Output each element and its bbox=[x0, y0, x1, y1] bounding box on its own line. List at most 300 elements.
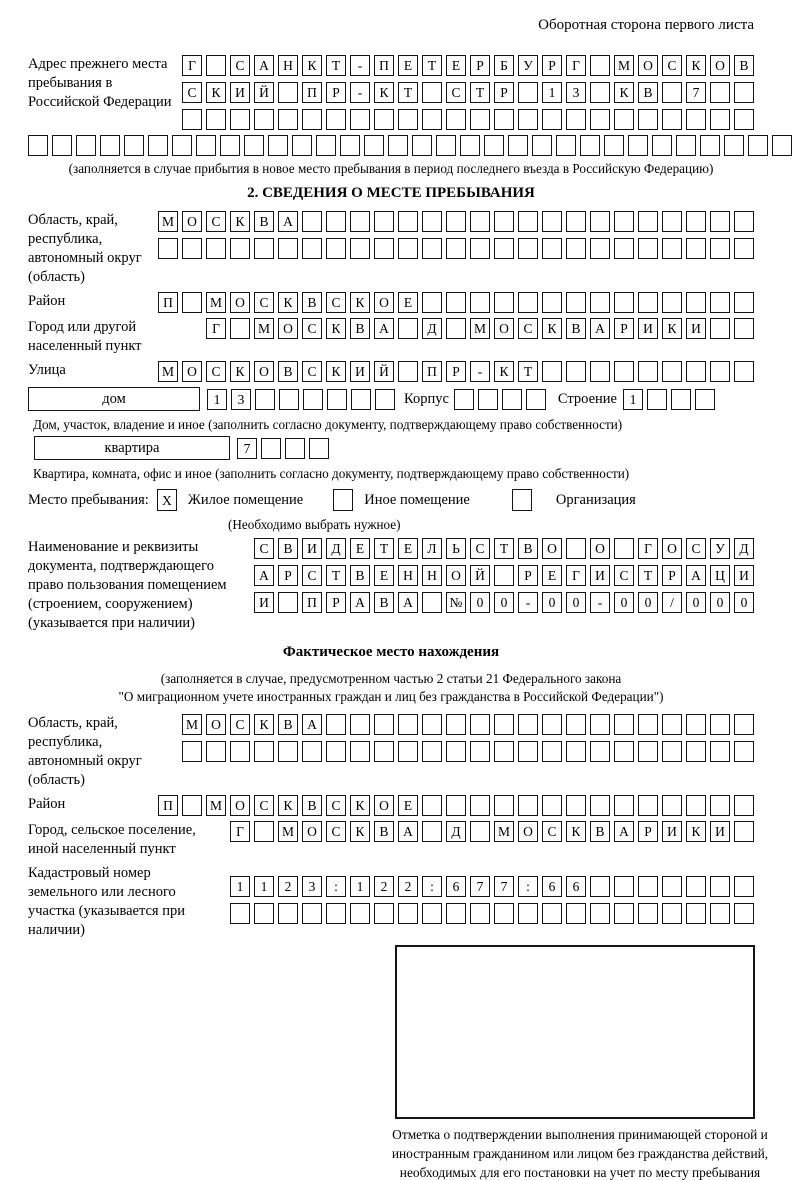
char-cell[interactable]: Р bbox=[662, 565, 682, 586]
char-cell[interactable] bbox=[518, 903, 538, 924]
char-cell[interactable] bbox=[254, 821, 274, 842]
char-cell[interactable]: Р bbox=[494, 82, 514, 103]
char-cell[interactable] bbox=[662, 238, 682, 259]
char-cell[interactable]: К bbox=[350, 795, 370, 816]
char-cell[interactable] bbox=[278, 903, 298, 924]
char-cell[interactable] bbox=[652, 135, 672, 156]
char-cell[interactable]: А bbox=[254, 565, 274, 586]
char-cell[interactable] bbox=[182, 292, 202, 313]
char-cell[interactable] bbox=[686, 741, 706, 762]
char-cell[interactable] bbox=[590, 211, 610, 232]
char-cell[interactable]: А bbox=[254, 55, 274, 76]
char-cell[interactable] bbox=[100, 135, 120, 156]
char-cell[interactable] bbox=[686, 211, 706, 232]
char-cell[interactable] bbox=[470, 821, 490, 842]
char-cell[interactable] bbox=[518, 238, 538, 259]
char-cell[interactable]: И bbox=[590, 565, 610, 586]
char-cell[interactable] bbox=[494, 795, 514, 816]
char-cell[interactable]: Р bbox=[614, 318, 634, 339]
char-cell[interactable] bbox=[446, 714, 466, 735]
char-cell[interactable] bbox=[628, 135, 648, 156]
char-cell[interactable]: М bbox=[182, 714, 202, 735]
char-cell[interactable] bbox=[350, 714, 370, 735]
char-cell[interactable]: Г bbox=[638, 538, 658, 559]
char-cell[interactable] bbox=[590, 714, 610, 735]
char-cell[interactable]: К bbox=[686, 821, 706, 842]
char-cell[interactable]: М bbox=[278, 821, 298, 842]
char-cell[interactable]: Й bbox=[374, 361, 394, 382]
char-cell[interactable] bbox=[638, 361, 658, 382]
char-cell[interactable]: : bbox=[518, 876, 538, 897]
char-cell[interactable]: С bbox=[518, 318, 538, 339]
char-cell[interactable] bbox=[422, 592, 442, 613]
char-cell[interactable] bbox=[302, 109, 322, 130]
char-cell[interactable] bbox=[518, 82, 538, 103]
char-cell[interactable]: 6 bbox=[566, 876, 586, 897]
char-cell[interactable] bbox=[422, 82, 442, 103]
char-cell[interactable] bbox=[230, 903, 250, 924]
char-cell[interactable] bbox=[542, 903, 562, 924]
char-cell[interactable] bbox=[309, 438, 329, 459]
char-cell[interactable] bbox=[614, 714, 634, 735]
char-cell[interactable] bbox=[494, 741, 514, 762]
char-cell[interactable]: Т bbox=[494, 538, 514, 559]
checkbox-other-premises[interactable] bbox=[333, 489, 353, 511]
char-cell[interactable] bbox=[436, 135, 456, 156]
char-cell[interactable] bbox=[686, 238, 706, 259]
char-cell[interactable] bbox=[638, 238, 658, 259]
char-cell[interactable] bbox=[374, 211, 394, 232]
char-cell[interactable]: Р bbox=[278, 565, 298, 586]
char-cell[interactable]: Р bbox=[542, 55, 562, 76]
char-cell[interactable] bbox=[470, 211, 490, 232]
char-cell[interactable] bbox=[676, 135, 696, 156]
char-cell[interactable] bbox=[470, 292, 490, 313]
char-cell[interactable]: О bbox=[230, 795, 250, 816]
char-cell[interactable] bbox=[710, 714, 730, 735]
char-cell[interactable]: И bbox=[350, 361, 370, 382]
char-cell[interactable] bbox=[412, 135, 432, 156]
char-cell[interactable] bbox=[518, 714, 538, 735]
char-cell[interactable] bbox=[292, 135, 312, 156]
char-cell[interactable]: И bbox=[254, 592, 274, 613]
char-cell[interactable] bbox=[734, 741, 754, 762]
char-cell[interactable]: В bbox=[734, 55, 754, 76]
char-cell[interactable]: 1 bbox=[350, 876, 370, 897]
char-cell[interactable]: А bbox=[590, 318, 610, 339]
char-cell[interactable] bbox=[470, 741, 490, 762]
char-cell[interactable] bbox=[542, 211, 562, 232]
char-cell[interactable] bbox=[422, 238, 442, 259]
char-cell[interactable]: Н bbox=[398, 565, 418, 586]
char-cell[interactable]: К bbox=[542, 318, 562, 339]
char-cell[interactable]: О bbox=[230, 292, 250, 313]
char-cell[interactable] bbox=[518, 292, 538, 313]
char-cell[interactable] bbox=[327, 389, 347, 410]
char-cell[interactable] bbox=[148, 135, 168, 156]
char-cell[interactable] bbox=[614, 109, 634, 130]
char-cell[interactable] bbox=[638, 741, 658, 762]
char-cell[interactable] bbox=[460, 135, 480, 156]
char-cell[interactable]: Е bbox=[398, 292, 418, 313]
char-cell[interactable]: А bbox=[686, 565, 706, 586]
char-cell[interactable] bbox=[422, 795, 442, 816]
char-cell[interactable]: К bbox=[350, 821, 370, 842]
char-cell[interactable] bbox=[518, 741, 538, 762]
char-cell[interactable] bbox=[254, 109, 274, 130]
char-cell[interactable] bbox=[494, 109, 514, 130]
char-cell[interactable] bbox=[158, 238, 178, 259]
char-cell[interactable]: В bbox=[566, 318, 586, 339]
char-cell[interactable]: 2 bbox=[398, 876, 418, 897]
char-cell[interactable] bbox=[326, 903, 346, 924]
char-cell[interactable]: 0 bbox=[734, 592, 754, 613]
char-cell[interactable]: С bbox=[254, 292, 274, 313]
char-cell[interactable]: П bbox=[302, 82, 322, 103]
char-cell[interactable]: С bbox=[662, 55, 682, 76]
char-cell[interactable] bbox=[556, 135, 576, 156]
char-cell[interactable]: М bbox=[614, 55, 634, 76]
char-cell[interactable]: К bbox=[686, 55, 706, 76]
char-cell[interactable]: : bbox=[326, 876, 346, 897]
char-cell[interactable] bbox=[710, 741, 730, 762]
char-cell[interactable]: В bbox=[302, 795, 322, 816]
char-cell[interactable] bbox=[638, 876, 658, 897]
char-cell[interactable] bbox=[326, 238, 346, 259]
char-cell[interactable]: О bbox=[182, 211, 202, 232]
char-cell[interactable]: 2 bbox=[374, 876, 394, 897]
char-cell[interactable] bbox=[230, 238, 250, 259]
char-cell[interactable] bbox=[662, 741, 682, 762]
char-cell[interactable]: 1 bbox=[230, 876, 250, 897]
char-cell[interactable]: Й bbox=[470, 565, 490, 586]
char-cell[interactable]: И bbox=[638, 318, 658, 339]
char-cell[interactable] bbox=[494, 903, 514, 924]
char-cell[interactable] bbox=[470, 109, 490, 130]
char-cell[interactable] bbox=[422, 903, 442, 924]
char-cell[interactable] bbox=[542, 238, 562, 259]
char-cell[interactable] bbox=[254, 741, 274, 762]
char-cell[interactable]: О bbox=[206, 714, 226, 735]
char-cell[interactable]: К bbox=[374, 82, 394, 103]
char-cell[interactable] bbox=[566, 238, 586, 259]
char-cell[interactable] bbox=[398, 741, 418, 762]
char-cell[interactable] bbox=[302, 741, 322, 762]
char-cell[interactable]: Г bbox=[566, 565, 586, 586]
char-cell[interactable] bbox=[614, 211, 634, 232]
checkbox-organization[interactable] bbox=[512, 489, 532, 511]
char-cell[interactable]: № bbox=[446, 592, 466, 613]
char-cell[interactable] bbox=[279, 389, 299, 410]
char-cell[interactable]: С bbox=[470, 538, 490, 559]
char-cell[interactable]: Г bbox=[566, 55, 586, 76]
char-cell[interactable] bbox=[182, 109, 202, 130]
char-cell[interactable]: Т bbox=[638, 565, 658, 586]
char-cell[interactable] bbox=[350, 211, 370, 232]
char-cell[interactable]: Г bbox=[182, 55, 202, 76]
char-cell[interactable] bbox=[494, 565, 514, 586]
char-cell[interactable]: А bbox=[398, 821, 418, 842]
char-cell[interactable] bbox=[350, 238, 370, 259]
char-cell[interactable] bbox=[255, 389, 275, 410]
char-cell[interactable]: Д bbox=[422, 318, 442, 339]
char-cell[interactable] bbox=[374, 741, 394, 762]
char-cell[interactable]: С bbox=[686, 538, 706, 559]
char-cell[interactable] bbox=[494, 211, 514, 232]
char-cell[interactable]: М bbox=[470, 318, 490, 339]
char-cell[interactable] bbox=[566, 538, 586, 559]
char-cell[interactable] bbox=[638, 292, 658, 313]
char-cell[interactable] bbox=[734, 82, 754, 103]
char-cell[interactable]: С bbox=[326, 292, 346, 313]
char-cell[interactable] bbox=[686, 876, 706, 897]
char-cell[interactable] bbox=[172, 135, 192, 156]
char-cell[interactable] bbox=[398, 714, 418, 735]
char-cell[interactable]: С bbox=[206, 211, 226, 232]
char-cell[interactable] bbox=[350, 903, 370, 924]
char-cell[interactable]: К bbox=[278, 292, 298, 313]
char-cell[interactable] bbox=[614, 292, 634, 313]
char-cell[interactable] bbox=[350, 741, 370, 762]
char-cell[interactable]: И bbox=[734, 565, 754, 586]
char-cell[interactable] bbox=[398, 318, 418, 339]
char-cell[interactable] bbox=[542, 795, 562, 816]
char-cell[interactable] bbox=[590, 238, 610, 259]
char-cell[interactable]: М bbox=[494, 821, 514, 842]
char-cell[interactable] bbox=[261, 438, 281, 459]
char-cell[interactable]: Т bbox=[470, 82, 490, 103]
char-cell[interactable] bbox=[350, 109, 370, 130]
char-cell[interactable] bbox=[278, 741, 298, 762]
char-cell[interactable]: Е bbox=[398, 55, 418, 76]
char-cell[interactable] bbox=[710, 795, 730, 816]
char-cell[interactable] bbox=[662, 109, 682, 130]
char-cell[interactable]: А bbox=[398, 592, 418, 613]
char-cell[interactable]: О bbox=[254, 361, 274, 382]
char-cell[interactable]: Р bbox=[326, 592, 346, 613]
char-cell[interactable]: С bbox=[614, 565, 634, 586]
char-cell[interactable]: 1 bbox=[623, 389, 643, 410]
char-cell[interactable] bbox=[316, 135, 336, 156]
char-cell[interactable] bbox=[542, 109, 562, 130]
char-cell[interactable] bbox=[614, 876, 634, 897]
char-cell[interactable] bbox=[446, 903, 466, 924]
char-cell[interactable]: 0 bbox=[710, 592, 730, 613]
char-cell[interactable]: С bbox=[254, 538, 274, 559]
char-cell[interactable] bbox=[206, 55, 226, 76]
char-cell[interactable]: Е bbox=[350, 538, 370, 559]
char-cell[interactable] bbox=[254, 903, 274, 924]
char-cell[interactable] bbox=[734, 109, 754, 130]
char-cell[interactable] bbox=[686, 903, 706, 924]
char-cell[interactable] bbox=[470, 238, 490, 259]
char-cell[interactable] bbox=[566, 714, 586, 735]
char-cell[interactable]: О bbox=[710, 55, 730, 76]
char-cell[interactable]: О bbox=[662, 538, 682, 559]
char-cell[interactable]: И bbox=[686, 318, 706, 339]
char-cell[interactable] bbox=[446, 292, 466, 313]
char-cell[interactable]: В bbox=[638, 82, 658, 103]
char-cell[interactable] bbox=[76, 135, 96, 156]
char-cell[interactable] bbox=[734, 714, 754, 735]
char-cell[interactable]: 0 bbox=[470, 592, 490, 613]
char-cell[interactable] bbox=[422, 741, 442, 762]
char-cell[interactable]: К bbox=[326, 361, 346, 382]
char-cell[interactable] bbox=[388, 135, 408, 156]
char-cell[interactable]: В bbox=[590, 821, 610, 842]
char-cell[interactable]: С bbox=[206, 361, 226, 382]
char-cell[interactable] bbox=[446, 318, 466, 339]
char-cell[interactable] bbox=[351, 389, 371, 410]
char-cell[interactable] bbox=[182, 741, 202, 762]
char-cell[interactable] bbox=[374, 714, 394, 735]
char-cell[interactable] bbox=[734, 211, 754, 232]
char-cell[interactable]: 1 bbox=[207, 389, 227, 410]
char-cell[interactable] bbox=[638, 795, 658, 816]
char-cell[interactable]: Д bbox=[326, 538, 346, 559]
char-cell[interactable] bbox=[206, 741, 226, 762]
char-cell[interactable] bbox=[566, 211, 586, 232]
char-cell[interactable]: Л bbox=[422, 538, 442, 559]
char-cell[interactable]: М bbox=[158, 211, 178, 232]
char-cell[interactable] bbox=[590, 903, 610, 924]
char-cell[interactable] bbox=[686, 292, 706, 313]
char-cell[interactable]: М bbox=[206, 795, 226, 816]
char-cell[interactable]: Ь bbox=[446, 538, 466, 559]
char-cell[interactable] bbox=[710, 238, 730, 259]
char-cell[interactable]: 7 bbox=[237, 438, 257, 459]
char-cell[interactable]: М bbox=[254, 318, 274, 339]
char-cell[interactable] bbox=[374, 238, 394, 259]
char-cell[interactable] bbox=[604, 135, 624, 156]
char-cell[interactable] bbox=[494, 292, 514, 313]
char-cell[interactable]: Б bbox=[494, 55, 514, 76]
char-cell[interactable]: С bbox=[326, 795, 346, 816]
char-cell[interactable]: О bbox=[278, 318, 298, 339]
char-cell[interactable] bbox=[302, 903, 322, 924]
char-cell[interactable]: Т bbox=[326, 55, 346, 76]
char-cell[interactable]: Н bbox=[278, 55, 298, 76]
char-cell[interactable]: К bbox=[494, 361, 514, 382]
char-cell[interactable] bbox=[502, 389, 522, 410]
char-cell[interactable]: Е bbox=[398, 795, 418, 816]
char-cell[interactable] bbox=[662, 82, 682, 103]
char-cell[interactable] bbox=[614, 795, 634, 816]
char-cell[interactable] bbox=[470, 714, 490, 735]
char-cell[interactable] bbox=[542, 292, 562, 313]
char-cell[interactable]: У bbox=[518, 55, 538, 76]
char-cell[interactable] bbox=[710, 292, 730, 313]
char-cell[interactable] bbox=[326, 741, 346, 762]
char-cell[interactable]: А bbox=[302, 714, 322, 735]
char-cell[interactable]: Г bbox=[230, 821, 250, 842]
char-cell[interactable] bbox=[244, 135, 264, 156]
char-cell[interactable]: К bbox=[566, 821, 586, 842]
char-cell[interactable] bbox=[230, 741, 250, 762]
char-cell[interactable] bbox=[230, 109, 250, 130]
char-cell[interactable] bbox=[614, 741, 634, 762]
char-cell[interactable]: Р bbox=[638, 821, 658, 842]
char-cell[interactable] bbox=[734, 903, 754, 924]
char-cell[interactable] bbox=[446, 211, 466, 232]
char-cell[interactable]: П bbox=[374, 55, 394, 76]
char-cell[interactable]: - bbox=[470, 361, 490, 382]
char-cell[interactable] bbox=[230, 318, 250, 339]
char-cell[interactable] bbox=[124, 135, 144, 156]
char-cell[interactable] bbox=[590, 82, 610, 103]
char-cell[interactable]: Т bbox=[326, 565, 346, 586]
char-cell[interactable] bbox=[580, 135, 600, 156]
char-cell[interactable]: Т bbox=[374, 538, 394, 559]
char-cell[interactable] bbox=[422, 211, 442, 232]
char-cell[interactable] bbox=[28, 135, 48, 156]
char-cell[interactable]: Р bbox=[326, 82, 346, 103]
char-cell[interactable] bbox=[734, 318, 754, 339]
char-cell[interactable]: Т bbox=[518, 361, 538, 382]
char-cell[interactable]: 0 bbox=[614, 592, 634, 613]
char-cell[interactable]: А bbox=[614, 821, 634, 842]
char-cell[interactable] bbox=[638, 714, 658, 735]
char-cell[interactable]: 3 bbox=[231, 389, 251, 410]
char-cell[interactable]: С bbox=[446, 82, 466, 103]
char-cell[interactable]: В bbox=[350, 565, 370, 586]
char-cell[interactable]: С bbox=[230, 55, 250, 76]
char-cell[interactable]: О bbox=[182, 361, 202, 382]
char-cell[interactable] bbox=[398, 211, 418, 232]
char-cell[interactable]: О bbox=[374, 795, 394, 816]
char-cell[interactable] bbox=[638, 109, 658, 130]
char-cell[interactable]: О bbox=[518, 821, 538, 842]
char-cell[interactable] bbox=[734, 238, 754, 259]
char-cell[interactable] bbox=[374, 903, 394, 924]
char-cell[interactable]: В bbox=[518, 538, 538, 559]
char-cell[interactable] bbox=[278, 238, 298, 259]
char-cell[interactable]: А bbox=[350, 592, 370, 613]
char-cell[interactable]: Р bbox=[470, 55, 490, 76]
char-cell[interactable] bbox=[662, 211, 682, 232]
char-cell[interactable] bbox=[518, 795, 538, 816]
char-cell[interactable] bbox=[398, 109, 418, 130]
char-cell[interactable] bbox=[710, 109, 730, 130]
char-cell[interactable]: П bbox=[158, 292, 178, 313]
char-cell[interactable] bbox=[710, 876, 730, 897]
char-cell[interactable]: П bbox=[422, 361, 442, 382]
char-cell[interactable] bbox=[374, 109, 394, 130]
char-cell[interactable] bbox=[734, 292, 754, 313]
char-cell[interactable]: О bbox=[590, 538, 610, 559]
char-cell[interactable]: С bbox=[326, 821, 346, 842]
char-cell[interactable] bbox=[566, 741, 586, 762]
char-cell[interactable] bbox=[566, 361, 586, 382]
char-cell[interactable]: 7 bbox=[470, 876, 490, 897]
char-cell[interactable] bbox=[285, 438, 305, 459]
char-cell[interactable]: О bbox=[638, 55, 658, 76]
char-cell[interactable] bbox=[614, 538, 634, 559]
char-cell[interactable]: С bbox=[230, 714, 250, 735]
char-cell[interactable] bbox=[268, 135, 288, 156]
char-cell[interactable] bbox=[566, 903, 586, 924]
char-cell[interactable]: 0 bbox=[566, 592, 586, 613]
char-cell[interactable] bbox=[566, 795, 586, 816]
char-cell[interactable] bbox=[686, 361, 706, 382]
char-cell[interactable]: К bbox=[206, 82, 226, 103]
char-cell[interactable]: С bbox=[302, 318, 322, 339]
char-cell[interactable] bbox=[647, 389, 667, 410]
char-cell[interactable] bbox=[638, 903, 658, 924]
char-cell[interactable] bbox=[278, 109, 298, 130]
char-cell[interactable]: 3 bbox=[302, 876, 322, 897]
char-cell[interactable] bbox=[375, 389, 395, 410]
